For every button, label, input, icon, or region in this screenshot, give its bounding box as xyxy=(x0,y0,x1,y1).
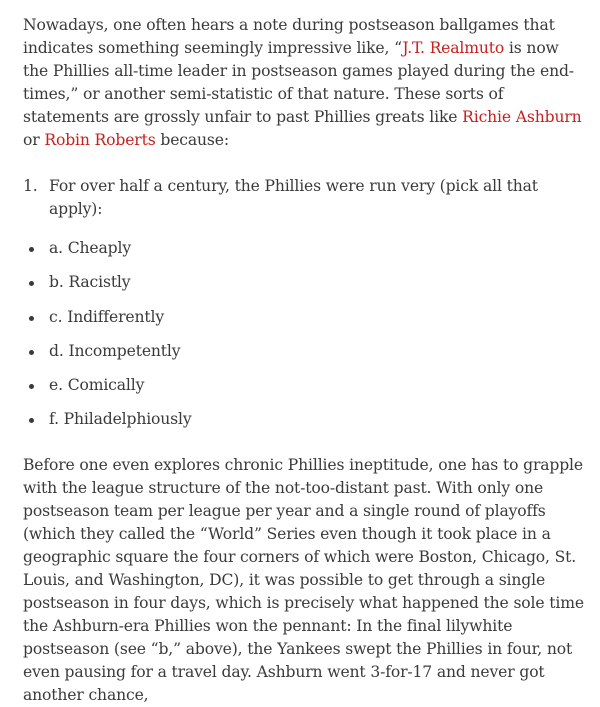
intro-text-4: because: xyxy=(155,131,229,149)
answer-item-e: e. Comically xyxy=(23,374,588,397)
intro-text-3: or xyxy=(23,131,45,149)
answer-list xyxy=(23,237,588,431)
intro-text-1: Nowadays, one often hears a note during postseason ballgames that indicates something seemingly impressive like, “ xyxy=(23,16,555,57)
link-jt-realmuto[interactable]: J.T. Realmuto xyxy=(402,39,505,57)
answer-item-b: b. Racistly xyxy=(23,271,588,294)
answer-item-c: c. Indifferently xyxy=(23,306,588,329)
intro-text-2: is now the Phillies all-time leader in postseason games played during the end-times,” or another semi-statistic of that nature. These sorts of statements are grossly unfair to past Phillies greats like xyxy=(23,39,574,126)
question-text: For over half a century, the Phillies were run very (pick all that apply): xyxy=(49,177,538,218)
answer-item-a: a. Cheaply xyxy=(23,237,588,260)
question-number: 1. xyxy=(23,177,38,195)
link-richie-ashburn[interactable]: Richie Ashburn xyxy=(462,108,582,126)
link-robin-roberts[interactable]: Robin Roberts xyxy=(44,131,156,149)
answer-item-d: d. Incompetently xyxy=(23,340,588,363)
question-item xyxy=(23,175,588,221)
intro-paragraph xyxy=(23,14,588,152)
question-list xyxy=(23,175,588,221)
closing-paragraph: Before one even explores chronic Phillies ineptitude, one has to grapple with the league structure of the not-too-distant past. With only one postseason team per league per year and a single round of playoffs (which they called the “World” Series even though it took place in a geographic square the four corners of which were Boston, Chicago, St. Louis, and Washington, DC), it was possible to get through a single postseason in four days, which is precisely what happened the sole time the Ashburn-era Phillies won the pennant: In the final lilywhite postseason (see “b,” above), the Yankees swept the Phillies in four, not even pausing for a travel day. Ashburn went 3-for-17 and never got another chance, xyxy=(23,456,584,705)
answer-item-f: f. Philadelphiously xyxy=(23,408,588,431)
